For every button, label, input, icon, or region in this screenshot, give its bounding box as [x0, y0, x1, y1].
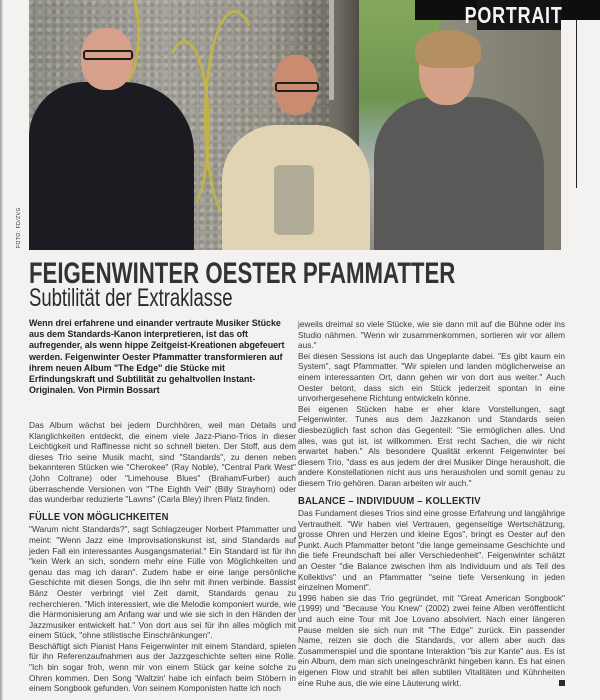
body-paragraph: jeweils dreimal so viele Stücke, wie sie dann mit auf die Bühne oder ins Studio nähmen. "Wenn wir zusammenkommen, sortieren wir vor allem aus.": [298, 319, 565, 351]
musician-right-body: [374, 97, 544, 250]
end-of-article-mark: [559, 680, 565, 686]
headline: FEIGENWINTER OESTER PFAMMATTER: [29, 257, 456, 290]
body-paragraph: Bei eigenen Stücken habe er eher klare Vorstellungen, sagt Feigenwinter. Tunes aus dem Jazzkanon und Standards seien diesbezüglich fast schon das Gegenteil: "Sie ermöglichen alles. Und alles, was gut ist, ist willkommen. Erst recht Sachen, die wir nicht erwartet haben." Als besondere Qualität erkennt Feigenwinter bei diesem Trio, "dass es aus jedem der drei Musiker Dinge herausholt, die andere Konstellationen nicht aus uns herausholen und somit genau zu diesem Trio gehören. Daran arbeiten wir auch.": [298, 403, 565, 488]
section-subhead: FÜLLE VON MÖGLICHKEITEN: [29, 510, 169, 523]
article-column-right: [298, 319, 565, 688]
lead-paragraph: Wenn drei erfahrene und einander vertraute Musiker Stücke aus dem Standards-Kanon interpretieren, ist das oft aufregender, als wenn hippe Zeitgeist-Kreationen abgefeuert werden. Feigenwinter Oester Pfammatter transformieren auf ihrem neuen Album "The Edge" die Stücke mit Erfindungskraft und Subtilität zu gehaltvollen Instant-Originalen. Von Pirmin Bossart: [29, 318, 285, 396]
body-paragraph: Bei diesen Sessions ist auch das Ungeplante dabei. "Es gibt kaum ein System", sagt Pfammatter. "Wir spielen und landen möglicherweise an einem interessanten Ort, dann gehen wir von dort aus weiter." Auch Oester betont, dass sich ein Stück jederzeit spontan in eine unvorhergesehene Richtung entwickeln könne.: [298, 350, 565, 404]
body-paragraph: Das Fundament dieses Trios sind eine grosse Erfahrung und langjährige Vertrautheit. "Wir haben viel Vertrauen, gegenseitige Wertschätzung, grosse Ohren und Herzen und kleine Egos", bringt es Oester auf den Punkt. Auch Pfammatter betont "die lange gemeinsame Geschichte und die tiefe Freundschaft bei aller Verschiedenheit". Feigenwinter schätzt an Oester "die Balance zwischen ihm als Individuum und als Teil des Kollektivs" und an Pfammatter "seine tiefe Versenkung in jeden einzelnen Moment".: [298, 508, 565, 593]
section-subhead: BALANCE – INDIVIDUUM – KOLLEKTIV: [298, 494, 481, 507]
drainpipe: [329, 0, 334, 100]
trio-photo: [29, 0, 561, 250]
musician-right-hair: [415, 30, 481, 68]
musician-left-body: [29, 82, 194, 250]
article-column-left: [29, 420, 296, 694]
body-paragraph: Beschäftigt sich Pianist Hans Feigenwinter mit einem Standard, spielen für ihn Referenzaufnahmen aus der Jazzgeschichte selten eine Rolle. "Ich bin sogar froh, wenn mir von einem Stück gar keine solche zu Ohren kommen. Den Song 'Waltzin' habe ich einfach beim Stöbern in einem Songbook gefunden. Von seinem Komponisten hatte ich noch: [29, 640, 296, 694]
subheadline: Subtilität der Extraklasse: [29, 284, 233, 312]
glasses: [83, 50, 133, 60]
vertical-rule: [576, 18, 577, 188]
body-paragraph: "Warum nicht Standards?", sagt Schlagzeuger Norbert Pfammatter und meint: "Wenn Jazz eine Improvisationskunst ist, sind Standards auf jeden Fall ein interessantes Ausgangsmaterial." Ein Standard ist für ihn "kein Werk an sich, sondern mehr eine Fülle von Möglichkeiten und genau das mag ich daran". Zudem habe er eine lange persönliche Geschichte mit diesen Songs, die ihn sehr mit ihnen verbinde. Bassist Bänz Oester verbringt viel Zeit damit, Standards genau zu recherchieren. "Mich interessiert, wie die Melodie komponiert wurde, wie die Harmonisierung am Anfang war und wie sie sich in den Händen der Jazzmusiker entwickelt hat." Von dort aus sei für ihn alles möglich mit einem Stück, "ohne stilistische Einschränkungen".: [29, 524, 296, 641]
shirt-print: [274, 165, 314, 235]
photo-credit: FOTO: FD/ZVG: [16, 207, 22, 248]
section-label: PORTRAIT: [465, 2, 563, 28]
glasses: [275, 82, 319, 92]
body-paragraph: Das Album wächst bei jedem Durchhören, weil man Details und Klanglichkeiten entdeckt, die einem viele Jazz-Piano-Trios in dieser Leichtigkeit und Raffinesse nicht so schnell bieten. Der Stoff, aus dem dieses Trio seine Musik macht, sind "Standards", zu denen neben bekannteren Stücken wie "Cherokee" (Ray Noble), "Central Park West" (John Coltrane) oder "Limehouse Blues" (Braham/Furber) auch überraschende Versionen von "The Eighth Veil" (Billy Strayhorn) oder das wunderbar reduzierte "Lawns" (Carla Bley) ihren Platz finden.: [29, 420, 296, 505]
body-paragraph: 1996 haben sie das Trio gegründet, mit "Great American Songbook" (1999) und "Because You Knew" (2002) zwei feine Alben veröffentlicht und auch eine Tour mit Joe Lovano absolviert. Nach einer längeren Pause melden sie sich nun mit "The Edge" zurück. Ein passender Name, reizen sie doch die Standards, vor allem aber auch das Zusammenspiel und die spontane Interaktion "bis zur Kante" aus. Es ist ein Album, dem man sich uneingeschränkt hingeben kann. Es hat einen eigenen Flow und strahlt bei allen subtilen Vitalitäten und Kühnheiten eine Ruhe aus, die wie eine Läuterung wirkt.: [298, 592, 565, 688]
page-binding-edge: [0, 0, 3, 700]
